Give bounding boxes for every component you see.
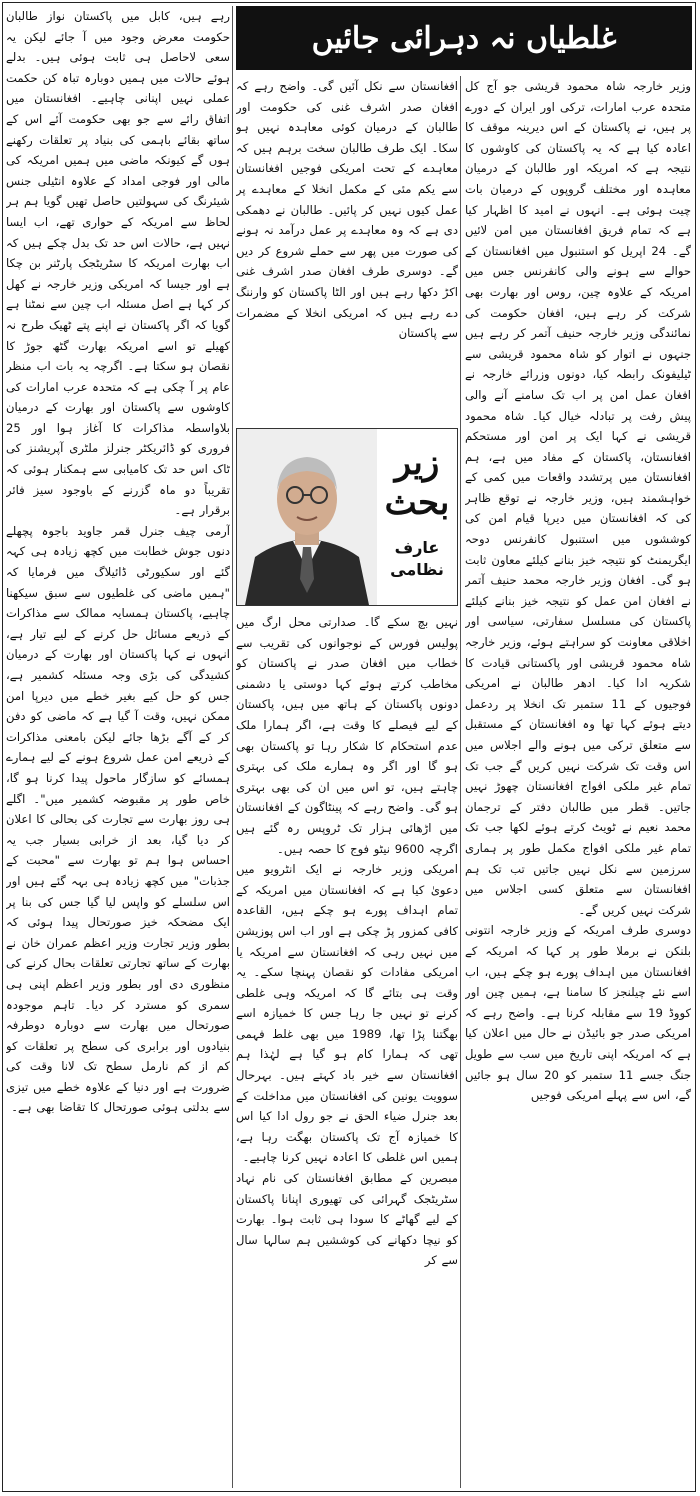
middle-column-bottom [236, 612, 458, 1488]
paragraph: آرمی چیف جنرل قمر جاوید باجوہ پچھلے دنوں جوش خطابت میں کچھ زیادہ ہی کہہ گئے اور سکیورٹی ڈائیلاگ میں فرمایا کہ "ہمیں ماضی کی غلطیوں سے سبق سیکھنا چاہیے، پاکستان ہمسایہ ممالک سے مذاکرات کے ذریعے مسائل حل کرنے کے لیے تیار ہے، انہوں نے کہا پاکستان اور بھارت کے درمیان کشیدگی کی بڑی وجہ مسئلہ کشمیر ہے، جس کو حل کیے بغیر خطے میں دیرپا امن ممکن نہیں، وقت آ گیا ہے کہ ماضی کو دفن کر کے آگے بڑھا جائے لیکن بامعنی مذاکرات کے ذریعے امن عمل شروع ہونے کے لیے ہمارے ہمسائے کو سازگار ماحول پیدا کرنا ہو گا، خاص طور پر مقبوضہ کشمیر میں"۔ اگلے ہی روز بھارت سے تجارت کی بحالی کا اعلان کر دیا گیا، بعد از خرابی بسیار جب یہ احساس ہوا ہم تو بھارت سے "محبت کے جذبات" میں کچھ زیادہ ہی بہہ گئے ہیں اور اس سلسلے کو واپس لیا گیا جس کی بنا پر ایک مضحکہ خیز صورتحال پیدا ہوئی کہ بطور وزیر تجارت وزیر اعظم عمران خان نے بھارت کے ساتھ تجارتی تعلقات بحال کرنے کی منظوری دی اور بطور وزیر اعظم اپنی ہی سمری کو مسترد کر دیا۔ تاہم موجودہ صورتحال میں بھارت سے دوبارہ دوطرفہ بنیادوں اور برابری کی سطح پر تعلقات کو کم از کم نارمل سطح تک لانا وقت کی ضرورت ہے اور دنیا کے علاوہ خطے میں تیزی سے بدلتی ہوئی صورتحال کا تقاضا بھی ہے۔ [6, 523, 230, 1115]
author-photo-icon [237, 429, 377, 605]
author-portrait [237, 429, 377, 605]
paragraph: دوسری طرف امریکہ کے وزیر خارجہ انتونی بلنکن نے برملا طور پر کہا کہ امریکہ کے افغانستان میں اہداف پورے ہو چکے ہیں، اب اسے نئے چیلنجز کا سامنا ہے، ہمیں چین اور کووڈ 19 سے مقابلہ کرنا ہے۔ واضح رہے کہ امریکی صدر جو بائیڈن نے حال میں اعلان کیا ہے کہ امریکہ اپنی تاریخ میں سب سے طویل جنگ جسے 11 ستمبر کو 20 سال ہو جائیں گے، اس سے پہلے امریکی فوجیں [465, 923, 691, 1103]
column-label-bottom: بحث [384, 483, 450, 523]
paragraph: افغانستان سے نکل آئیں گی۔ واضح رہے کہ افغان صدر اشرف غنی کی حکومت اور طالبان کے درمیان کوئی معاہدہ نہیں ہو سکا۔ ایک طرف طالبان سخت برہم ہیں کہ معاہدے کے تحت امریکی فوجیں افغانستان سے یکم مئی کے مکمل انخلا کے معاہدے پر عمل کیوں نہیں کر پائیں۔ طالبان نے دھمکی دی ہے کہ وہ معاہدے پر عمل درآمد نہ ہونے کی صورت میں پھر سے حملے شروع کر دیں گے۔ دوسری طرف افغان صدر اشرف غنی اکڑ دکھا رہے ہیں اور الٹا پاکستان کو وارننگ دے رہے ہیں کہ امریکی انخلا کے مضمرات سے پاکستان [236, 79, 458, 341]
column-divider [232, 6, 233, 1488]
column-divider [460, 76, 461, 1488]
paragraph: نہیں بچ سکے گا۔ صدارتی محل ارگ میں پولیس فورس کے نوجوانوں کی تقریب سے خطاب میں افغان صدر نے پاکستان کو مخاطب کرتے ہوئے کہا دوستی یا دشمنی دونوں پاکستان کے ہاتھ میں ہیں، پاکستان کے لیے فیصلے کا وقت ہے، اگر ہمارا ملک عدم استحکام کا شکار رہا تو پاکستان بھی ہو گا اور اگر وہ ہمارے ملک کی بہتری چاہتے ہیں، تو اس میں ان کی بھی بہتری ہو گی۔ واضح رہے کہ پینٹاگون کے افغانستان میں اڑھائی ہزار تک ٹروپس رہ گئے ہیں اگرچہ 9600 نیٹو فوج کا حصہ ہیں۔ [236, 615, 458, 856]
paragraph: مبصرین کے مطابق افغانستان کی نام نہاد سٹریٹجک گہرائی کی تھیوری اپنانا پاکستان کے لیے گھاٹے کا سودا ہی ثابت ہوا۔ بھارت کو نیچا دکھانے کی کوششیں ہم سالہا سال سے کر [236, 1171, 458, 1268]
paragraph: رہے ہیں، کابل میں پاکستان نواز طالبان حکومت معرض وجود میں آ جائے لیکن یہ سعی لاحاصل ہی ثابت ہوئی ہیں۔ بدلے ہوئے حالات میں ہمیں دوبارہ تباہ کن حکمت عملی نہیں اپنانی چاہیے۔ افغانستان میں اتفاق رائے سے جو بھی حکومت آئے اس کے ساتھ بقائے باہمی کی بنیاد پر تعلقات رکھنے ہوں گے کیونکہ ماضی میں ہمیں امریکہ کی مالی اور فوجی امداد کے علاوہ انٹیلی جنس شیئرنگ کی سہولتیں حاصل تھیں گویا ہم ہر لحاظ سے امریکہ کے حواری تھے، اب ایسا نہیں ہے، حالات اس حد تک بدل چکے ہیں کہ اب بھارت امریکہ کا سٹریٹجک پارٹنر بن چکا ہے اور جیسا کہ امریکی وزیر خارجہ نے کھل کر کہا ہے اصل مسئلہ اب چین سے نمٹنا ہے گویا کہ اگر پاکستان نے اپنے پتے ٹھیک طرح نہ کھیلے تو اسے امریکہ بھارت گٹھ جوڑ کا نقصان ہو سکتا ہے۔ اگرچہ یہ بات اب منظر عام پر آ چکی ہے کہ متحدہ عرب امارات کی کاوشوں سے پاکستان اور بھارت کے درمیان بلاواسطہ مذاکرات کا آغاز ہوا اور 25 فروری کو ڈائریکٹر جنرلز ملٹری آپریشنز کی ٹاک اس حد تک کامیابی سے ہمکنار ہوئی کہ تقریباً دو ماہ گزرنے کے باوجود سیز فائر برقرار ہے۔ [6, 9, 230, 518]
column-label [377, 429, 457, 605]
column-label-top: زیر [394, 443, 440, 483]
headline-text: غلطیاں نہ دہرائی جائیں [311, 20, 617, 56]
paragraph: امریکی وزیر خارجہ نے ایک انٹرویو میں دعویٰ کیا ہے کہ افغانستان میں امریکہ کے تمام اہداف پورے ہو چکے ہیں، القاعدہ کافی کمزور پڑ چکی ہے اور اب اس پوزیشن میں نہیں رہی کہ افغانستان سے امریکہ یا امریکی مفادات کو نقصان پہنچا سکے۔ یہ وقت ہی بتائے گا کہ امریکہ وہی غلطی کرنے تو نہیں جا رہا جس کا خمیازہ اسے بھگتنا پڑا تھا، 1989 میں بھی غلط فہمی تھی کہ ہمارا کام ہو گیا ہے لہٰذا ہم افغانستان سے خیر باد کہتے ہیں۔ بہرحال سوویت یونین کی افغانستان میں مداخلت کے بعد جنرل ضیاء الحق نے جو رول ادا کیا اس کا خمیازہ آج تک پاکستان بھگت رہا ہے، ہمیں اس غلطی کا اعادہ نہیں کرنا چاہیے۔ [236, 862, 458, 1165]
article-column-right [465, 76, 691, 1488]
article-column-left [6, 6, 230, 1488]
headline [236, 6, 692, 70]
byline-box [236, 428, 458, 606]
article-column-middle [236, 76, 458, 1488]
author-name: عارف نظامی [390, 538, 444, 579]
paragraph: وزیر خارجہ شاہ محمود قریشی جو آج کل متحدہ عرب امارات، ترکی اور ایران کے دورے پر ہیں، نے پاکستان کے اس دیرینہ موقف کا اعادہ کیا ہے کہ یہ پاکستان کی کاوشوں کا نتیجہ ہے کہ امریکہ اور طالبان کے درمیان معاہدہ اور مختلف گروپوں کے درمیان بات چیت ہوئی ہے۔ انہوں نے امید کا اظہار کیا ہے کہ تمام فریق افغانستان میں امن لائیں گے۔ 24 اپریل کو استنبول میں افغانستان کے حوالے سے ہونے والی کانفرنس جس میں امریکہ کے علاوہ چین، روس اور بھارت بھی شرکت کر رہے ہیں، افغان حکومت کی نمائندگی وزیر خارجہ حنیف آتمر کر رہے ہیں جنہوں نے اتوار کو شاہ محمود قریشی سے ٹیلیفونک رابطہ کیا، دونوں وزرائے خارجہ نے افغان عمل امن پر اب تک سامنے آنے والی پیش رفت پر تبادلہ خیال کیا۔ شاہ محمود قریشی نے کہا ایک پر امن اور مستحکم افغانستان، پاکستان کے مفاد میں ہے، ہم افغانستان میں پرتشدد واقعات میں کمی کے خواہشمند ہیں، وزیر خارجہ نے توقع ظاہر کی کہ افغانستان میں دیرپا قیام امن کی کوششوں میں استنبول کانفرنس دوحہ ایگریمنٹ کو نتیجہ خیز بنانے کیلئے معاون ثابت ہو گی۔ افغان وزیر خارجہ محمد حنیف آتمر نے افغان امن عمل کو نتیجہ خیز بنانے کیلئے پاکستان کی مسلسل سفارتی، سیاسی اور اخلاقی معاونت کو سراہتے ہوئے، وزیر خارجہ شاہ محمود قریشی اور پاکستانی قیادت کا شکریہ ادا کیا۔ ادھر طالبان نے امریکی فوجیوں کے 11 ستمبر تک انخلا پر ردعمل دیتے ہوئے کہا تھا وہ افغانستان کے مستقبل سے متعلق ترکی میں ہونے والے اجلاس میں اس وقت تک شرکت نہیں کریں گے جب تک تمام غیر ملکی افواج افغانستان چھوڑ نہیں جاتیں۔ قطر میں طالبان دفتر کے ترجمان محمد نعیم نے ٹویٹ کرتے ہوئے لکھا جب تک تمام غیر ملکی افواج مکمل طور پر ہماری سرزمین سے نکل نہیں جاتیں تب تک ہم افغانستان سے متعلق کسی اجلاس میں شرکت نہیں کریں گے۔ [465, 79, 691, 917]
middle-column-top [236, 76, 458, 428]
